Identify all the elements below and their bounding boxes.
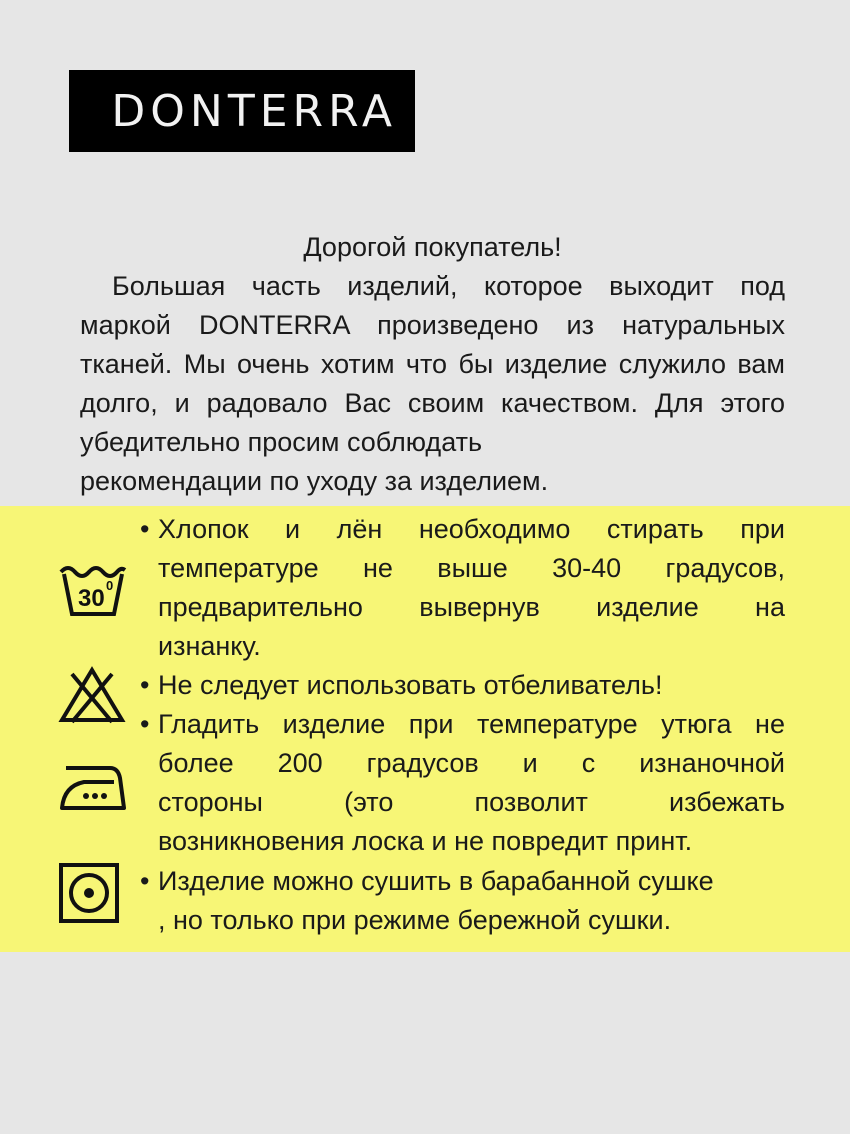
iron-line-3: стороны (это позволит избежать [158,787,785,817]
bleach-instruction [140,666,785,705]
intro-text [80,228,785,501]
care-instructions [0,506,850,952]
iron-icon [58,756,128,812]
wash-line-1: Хлопок и лён необходимо стирать при [158,514,785,544]
wash-degree-label: 0 [106,578,114,593]
wash-temp-label: 30 [78,585,105,612]
iron-line-4: возникновения лоска и не повредит принт. [158,826,693,856]
intro-paragraph: Большая часть изделий, которое выходит под маркой DONTERRA произведено из натуральных тканей. Мы очень хотим что бы изделие служило вам долго, и радовало Вас своим качеством. Для этого убедительно просим соблюдать [80,271,785,457]
dry-line-1: Изделие можно сушить в барабанной сушке [158,866,714,896]
tumble-dry-icon [58,862,120,924]
bullet: • [140,670,150,700]
bullet: • [140,866,150,896]
brand-logo [69,70,415,152]
greeting: Дорогой покупатель! [303,232,562,262]
bullet: • [140,709,150,739]
iron-line-2: более 200 градусов и с изнаночной [158,748,785,778]
no-bleach-icon [58,666,126,724]
iron-instruction [140,705,785,861]
wash-line-2: температуре не выше 30-40 градусов, [158,553,785,583]
dry-line-2: , но только при режиме бережной сушки. [158,905,672,935]
brand-name: DONTERRA [111,85,397,137]
wash-instruction [140,510,785,666]
wash-line-3: предварительно вывернув изделие на [158,592,785,622]
bullet: • [140,514,150,544]
wash-line-4: изнанку. [158,631,261,661]
wash-30-icon [58,560,128,620]
intro-last-line: рекомендации по уходу за изделием. [80,466,549,496]
dry-instruction [140,862,785,940]
iron-line-1: Гладить изделие при температуре утюга не [158,709,785,739]
bleach-line-1: Не следует использовать отбеливатель! [158,670,663,700]
